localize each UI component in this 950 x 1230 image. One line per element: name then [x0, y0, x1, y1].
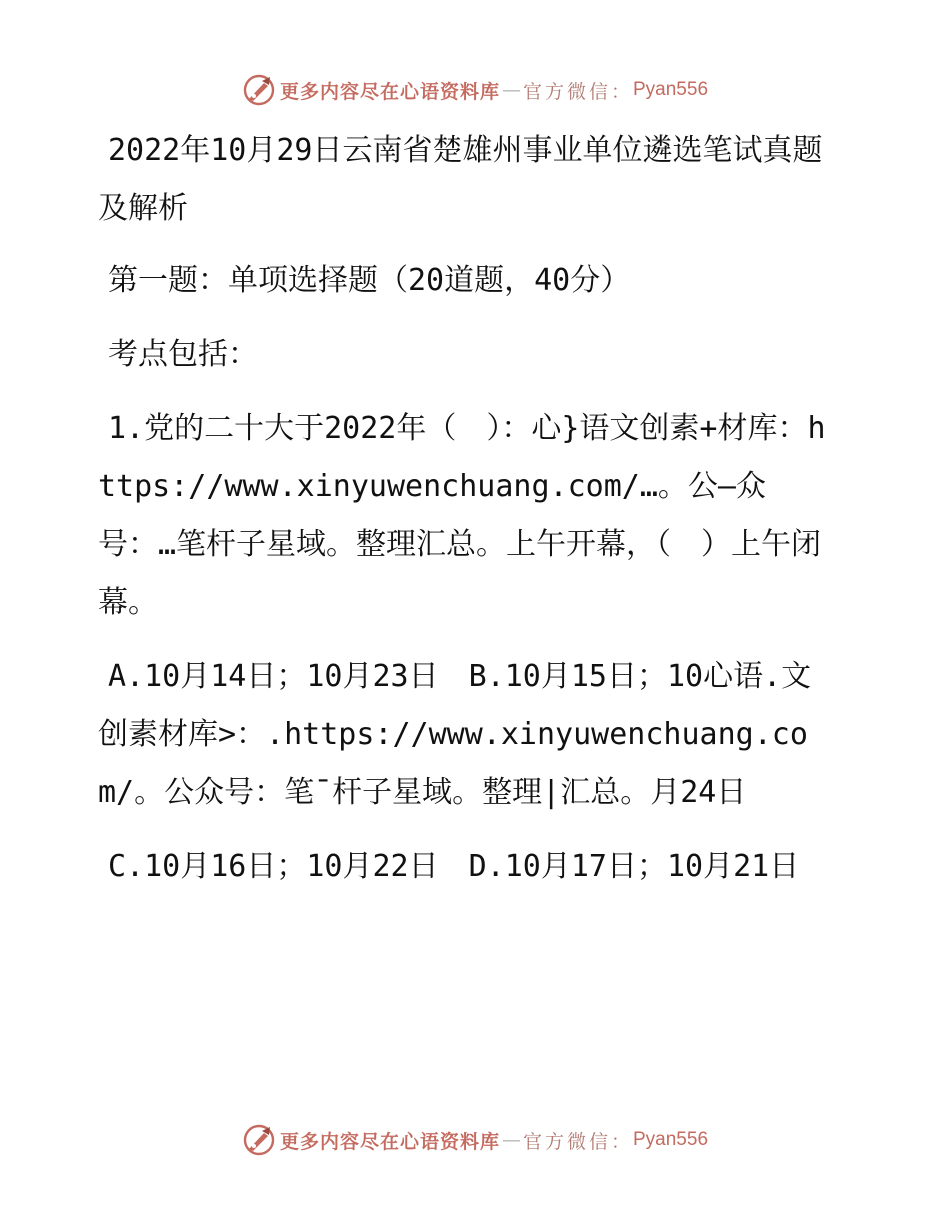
- banner-wechat-label: 官方微信：: [522, 80, 633, 103]
- header-watermark-banner: [0, 70, 950, 110]
- points-heading: 考点包括：: [108, 337, 258, 372]
- quill-logo-icon: [242, 73, 276, 107]
- banner-dash: —: [501, 1129, 521, 1151]
- section-heading: 第一题：单项选择题（20道题，40分）: [108, 263, 631, 298]
- banner-wechat-id: Pyan556: [633, 1129, 709, 1150]
- footer-watermark-banner: [0, 1120, 950, 1160]
- question-1-options-ab: A.10月14日；10月23日 B.10月15日；10心语.文创素材库>：.https://www.xinyuwenchuang.com/。公众号：笔¯杆子星域。整理|汇总。月24日: [98, 659, 812, 810]
- question-1-text: 1.党的二十大于2022年（ ）：心}语文创素+材库：https://www.xinyuwenchuang.com/…。公—众号：…笔杆子星域。整理汇总。上午开幕，（ ）上午闭幕。: [98, 411, 826, 620]
- banner-wechat-label: 官方微信：: [522, 1130, 633, 1153]
- document-body: [98, 122, 838, 912]
- document-title: 2022年10月29日云南省楚雄州事业单位遴选笔试真题及解析: [98, 133, 823, 226]
- banner-wechat-id: Pyan556: [633, 79, 709, 100]
- banner-dash: —: [501, 79, 521, 101]
- banner-main-text: 更多内容尽在心语资料库: [279, 80, 500, 103]
- question-1-options-cd: C.10月16日；10月22日 D.10月17日；10月21日: [108, 849, 800, 884]
- quill-logo-icon: [242, 1123, 276, 1157]
- banner-main-text: 更多内容尽在心语资料库: [279, 1130, 500, 1153]
